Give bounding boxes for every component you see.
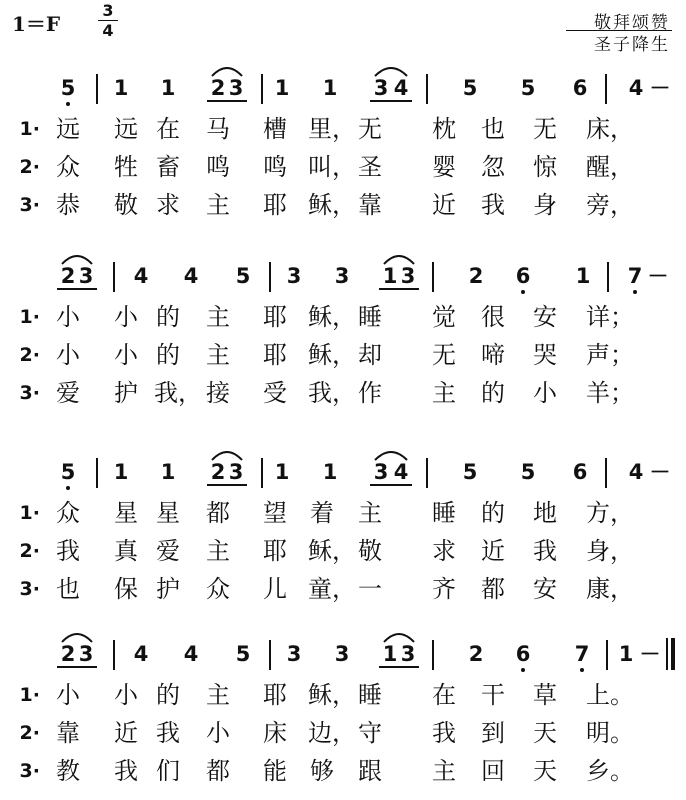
lyric-syllable: 星 — [114, 499, 138, 527]
note: 6 — [572, 460, 588, 484]
lyric-syllable: 近 — [114, 719, 138, 747]
lyric-syllable: 小 — [56, 341, 80, 369]
barline — [426, 458, 428, 488]
lyric-syllable: 主 — [432, 757, 456, 785]
eighth-underline — [207, 484, 247, 486]
lyric-syllable: 小 — [114, 303, 138, 331]
lyric-syllable: 惊 — [533, 153, 557, 181]
lyric-syllable: 身， — [586, 537, 634, 565]
lyric-syllable: 敬 — [114, 191, 138, 219]
sustain-dash: － — [649, 460, 671, 484]
note: 4 — [183, 642, 199, 666]
lyric-syllable: 爱 — [56, 379, 80, 407]
lyric-syllable: 圣 — [358, 153, 382, 181]
verse-number: 1· — [19, 684, 40, 706]
lyric-syllable: 耶 — [263, 191, 287, 219]
note: 2 — [210, 76, 226, 100]
lyric-syllable: 醒， — [586, 153, 634, 181]
lyric-syllable: 觉 — [432, 303, 456, 331]
barline — [432, 262, 434, 292]
final-barline-thick — [671, 638, 675, 670]
barline — [606, 640, 608, 670]
verse-number: 2· — [19, 722, 40, 744]
verse-number: 3· — [19, 194, 40, 216]
lyric-syllable: 稣， — [308, 341, 356, 369]
lyric-syllable: 稣， — [308, 191, 356, 219]
lyric-syllable: 鸣 — [263, 153, 287, 181]
note: 6 — [515, 642, 531, 666]
lyric-syllable: 跟 — [358, 757, 382, 785]
lyric-syllable: 安 — [533, 303, 557, 331]
sustain-dash: － — [639, 642, 661, 666]
lyric-syllable: 睡 — [358, 303, 382, 331]
note: 1 — [382, 642, 398, 666]
lyric-syllable: 稣， — [308, 537, 356, 565]
note: 1 — [575, 264, 591, 288]
lyric-syllable: 主 — [206, 537, 230, 565]
note: 1 — [322, 460, 338, 484]
lyric-syllable: 小 — [56, 681, 80, 709]
lyric-syllable: 鸣 — [206, 153, 230, 181]
eighth-underline — [379, 288, 419, 290]
note: 1 — [382, 264, 398, 288]
barline — [432, 640, 434, 670]
eighth-underline — [370, 100, 412, 102]
note: 3 — [228, 76, 244, 100]
eighth-underline — [57, 288, 97, 290]
hymn-section: 圣子降生 — [594, 35, 670, 55]
lyric-syllable: 的 — [156, 341, 180, 369]
lyric-syllable: 众 — [56, 153, 80, 181]
note: 5 — [462, 460, 478, 484]
barline — [96, 458, 98, 488]
note: 1 — [160, 76, 176, 100]
lyric-syllable: 求 — [432, 537, 456, 565]
lyric-syllable: 小 — [114, 341, 138, 369]
lyric-syllable: 天 — [533, 719, 557, 747]
lyric-syllable: 星 — [156, 499, 180, 527]
verse-number: 1· — [19, 118, 40, 140]
lyric-syllable: 回 — [481, 757, 505, 785]
barline — [113, 262, 115, 292]
note: 3 — [334, 642, 350, 666]
note: 4 — [183, 264, 199, 288]
note: 5 — [520, 76, 536, 100]
low-octave-dot — [580, 668, 584, 672]
note: 3 — [286, 264, 302, 288]
note: 3 — [400, 642, 416, 666]
note: 5 — [235, 264, 251, 288]
lyric-syllable: 我 — [156, 719, 180, 747]
lyric-syllable: 身 — [533, 191, 557, 219]
lyric-syllable: 地 — [533, 499, 557, 527]
barline — [261, 74, 263, 104]
barline — [426, 74, 428, 104]
lyric-syllable: 我 — [56, 537, 80, 565]
low-octave-dot — [66, 486, 70, 490]
lyric-syllable: 边， — [308, 719, 356, 747]
note: 3 — [286, 642, 302, 666]
barline — [269, 640, 271, 670]
lyric-syllable: 睡 — [432, 499, 456, 527]
barline — [269, 262, 271, 292]
lyric-syllable: 众 — [56, 499, 80, 527]
lyric-syllable: 声； — [586, 341, 634, 369]
note: 4 — [133, 264, 149, 288]
lyric-syllable: 守 — [358, 719, 382, 747]
lyric-syllable: 爱 — [156, 537, 180, 565]
verse-number: 3· — [19, 382, 40, 404]
lyric-syllable: 远 — [56, 115, 80, 143]
note: 1 — [113, 76, 129, 100]
note: 1 — [274, 76, 290, 100]
verse-number: 2· — [19, 156, 40, 178]
lyric-syllable: 耶 — [263, 681, 287, 709]
lyric-syllable: 都 — [206, 499, 230, 527]
verse-number: 3· — [19, 760, 40, 782]
lyric-syllable: 忽 — [481, 153, 505, 181]
lyric-syllable: 教 — [56, 757, 80, 785]
note: 3 — [78, 264, 94, 288]
hymn-category: 敬拜颂赞 — [594, 13, 670, 33]
lyric-syllable: 无 — [432, 341, 456, 369]
lyric-syllable: 稣， — [308, 303, 356, 331]
note: 3 — [334, 264, 350, 288]
note: 3 — [228, 460, 244, 484]
lyric-syllable: 主 — [206, 681, 230, 709]
note: 6 — [572, 76, 588, 100]
slur — [373, 448, 409, 462]
lyric-syllable: 无 — [533, 115, 557, 143]
lyric-syllable: 的 — [156, 303, 180, 331]
note: 1 — [113, 460, 129, 484]
note: 6 — [515, 264, 531, 288]
lyric-syllable: 方， — [586, 499, 634, 527]
note: 5 — [520, 460, 536, 484]
eighth-underline — [379, 666, 419, 668]
lyric-syllable: 近 — [481, 537, 505, 565]
lyric-syllable: 小 — [206, 719, 230, 747]
note: 4 — [628, 76, 644, 100]
note: 5 — [462, 76, 478, 100]
lyric-syllable: 婴 — [432, 153, 456, 181]
slur — [60, 630, 94, 644]
verse-number: 2· — [19, 344, 40, 366]
verse-number: 1· — [19, 306, 40, 328]
lyric-syllable: 床， — [586, 115, 634, 143]
lyric-syllable: 干 — [481, 681, 505, 709]
lyric-syllable: 都 — [481, 575, 505, 603]
lyric-syllable: 草 — [533, 681, 557, 709]
lyric-syllable: 旁， — [586, 191, 634, 219]
lyric-syllable: 哭 — [533, 341, 557, 369]
note: 4 — [393, 460, 409, 484]
barline — [113, 640, 115, 670]
lyric-syllable: 望 — [263, 499, 287, 527]
barline — [261, 458, 263, 488]
lyric-syllable: 很 — [481, 303, 505, 331]
lyric-syllable: 靠 — [358, 191, 382, 219]
lyric-syllable: 护 — [156, 575, 180, 603]
note: 7 — [627, 264, 643, 288]
lyric-syllable: 我 — [481, 191, 505, 219]
verse-number: 3· — [19, 578, 40, 600]
lyric-syllable: 靠 — [56, 719, 80, 747]
low-octave-dot — [633, 290, 637, 294]
note: 2 — [60, 642, 76, 666]
lyric-syllable: 乡。 — [586, 757, 634, 785]
lyric-syllable: 都 — [206, 757, 230, 785]
lyric-syllable: 耶 — [263, 537, 287, 565]
note: 3 — [78, 642, 94, 666]
note: 4 — [628, 460, 644, 484]
barline — [96, 74, 98, 104]
lyric-syllable: 着 — [310, 499, 334, 527]
final-barline-thin — [666, 638, 668, 670]
lyric-syllable: 康， — [586, 575, 634, 603]
note: 3 — [400, 264, 416, 288]
lyric-syllable: 童， — [308, 575, 356, 603]
note: 5 — [60, 460, 76, 484]
note: 5 — [235, 642, 251, 666]
lyric-syllable: 保 — [114, 575, 138, 603]
lyric-syllable: 上。 — [586, 681, 634, 709]
lyric-syllable: 畜 — [156, 153, 180, 181]
eighth-underline — [57, 666, 97, 668]
barline — [607, 262, 609, 292]
sustain-dash: － — [647, 264, 669, 288]
note: 2 — [60, 264, 76, 288]
lyric-syllable: 耶 — [263, 341, 287, 369]
lyric-syllable: 接 — [206, 379, 230, 407]
eighth-underline — [207, 100, 247, 102]
lyric-syllable: 槽 — [263, 115, 287, 143]
lyric-syllable: 牲 — [114, 153, 138, 181]
verse-number: 1· — [19, 502, 40, 524]
slur — [373, 64, 409, 78]
lyric-syllable: 我， — [308, 379, 356, 407]
note: 1 — [322, 76, 338, 100]
lyric-syllable: 天 — [533, 757, 557, 785]
low-octave-dot — [521, 668, 525, 672]
lyric-syllable: 够 — [310, 757, 334, 785]
note: 5 — [60, 76, 76, 100]
lyric-syllable: 也 — [56, 575, 80, 603]
lyric-syllable: 详； — [586, 303, 634, 331]
slur — [382, 252, 416, 266]
lyric-syllable: 主 — [432, 379, 456, 407]
low-octave-dot — [521, 290, 525, 294]
lyric-syllable: 的 — [156, 681, 180, 709]
lyric-syllable: 里， — [308, 115, 356, 143]
time-signature-bottom: 4 — [102, 21, 114, 40]
note: 2 — [468, 642, 484, 666]
key-signature: 1＝F — [12, 12, 61, 36]
note: 2 — [468, 264, 484, 288]
lyric-syllable: 明。 — [586, 719, 634, 747]
lyric-syllable: 主 — [358, 499, 382, 527]
lyric-syllable: 护 — [114, 379, 138, 407]
lyric-syllable: 众 — [206, 575, 230, 603]
lyric-syllable: 受 — [263, 379, 287, 407]
lyric-syllable: 作 — [358, 379, 382, 407]
lyric-syllable: 啼 — [481, 341, 505, 369]
slur — [382, 630, 416, 644]
note: 4 — [393, 76, 409, 100]
lyric-syllable: 小 — [56, 303, 80, 331]
lyric-syllable: 儿 — [263, 575, 287, 603]
lyric-syllable: 却 — [358, 341, 382, 369]
eighth-underline — [370, 484, 412, 486]
note: 7 — [574, 642, 590, 666]
lyric-syllable: 小 — [533, 379, 557, 407]
note: 4 — [133, 642, 149, 666]
note: 1 — [618, 642, 634, 666]
lyric-syllable: 主 — [206, 341, 230, 369]
lyric-syllable: 恭 — [56, 191, 80, 219]
note: 1 — [274, 460, 290, 484]
note: 2 — [210, 460, 226, 484]
lyric-syllable: 小 — [114, 681, 138, 709]
lyric-syllable: 到 — [481, 719, 505, 747]
note: 3 — [373, 76, 389, 100]
lyric-syllable: 在 — [432, 681, 456, 709]
lyric-syllable: 也 — [481, 115, 505, 143]
lyric-syllable: 主 — [206, 191, 230, 219]
lyric-syllable: 马 — [206, 115, 230, 143]
lyric-syllable: 我 — [533, 537, 557, 565]
note: 1 — [160, 460, 176, 484]
lyric-syllable: 近 — [432, 191, 456, 219]
lyric-syllable: 我 — [114, 757, 138, 785]
lyric-syllable: 耶 — [263, 303, 287, 331]
lyric-syllable: 稣， — [308, 681, 356, 709]
lyric-syllable: 在 — [156, 115, 180, 143]
lyric-syllable: 的 — [481, 499, 505, 527]
slur — [210, 448, 244, 462]
lyric-syllable: 叫， — [308, 153, 356, 181]
lyric-syllable: 安 — [533, 575, 557, 603]
lyric-syllable: 我， — [154, 379, 202, 407]
time-signature-top: 3 — [102, 1, 114, 20]
lyric-syllable: 我 — [432, 719, 456, 747]
lyric-syllable: 真 — [114, 537, 138, 565]
lyric-syllable: 主 — [206, 303, 230, 331]
lyric-syllable: 齐 — [432, 575, 456, 603]
time-signature — [98, 2, 118, 39]
lyric-syllable: 求 — [156, 191, 180, 219]
lyric-syllable: 远 — [114, 115, 138, 143]
slur — [210, 64, 244, 78]
lyric-syllable: 敬 — [358, 537, 382, 565]
verse-number: 2· — [19, 540, 40, 562]
note: 3 — [373, 460, 389, 484]
slur — [60, 252, 94, 266]
lyric-syllable: 能 — [263, 757, 287, 785]
barline — [605, 458, 607, 488]
lyric-syllable: 的 — [481, 379, 505, 407]
lyric-syllable: 一 — [358, 575, 382, 603]
lyric-syllable: 枕 — [432, 115, 456, 143]
sustain-dash: － — [649, 76, 671, 100]
lyric-syllable: 无 — [358, 115, 382, 143]
lyric-syllable: 们 — [156, 757, 180, 785]
lyric-syllable: 床 — [263, 719, 287, 747]
lyric-syllable: 睡 — [358, 681, 382, 709]
barline — [605, 74, 607, 104]
low-octave-dot — [66, 102, 70, 106]
lyric-syllable: 羊； — [586, 379, 634, 407]
